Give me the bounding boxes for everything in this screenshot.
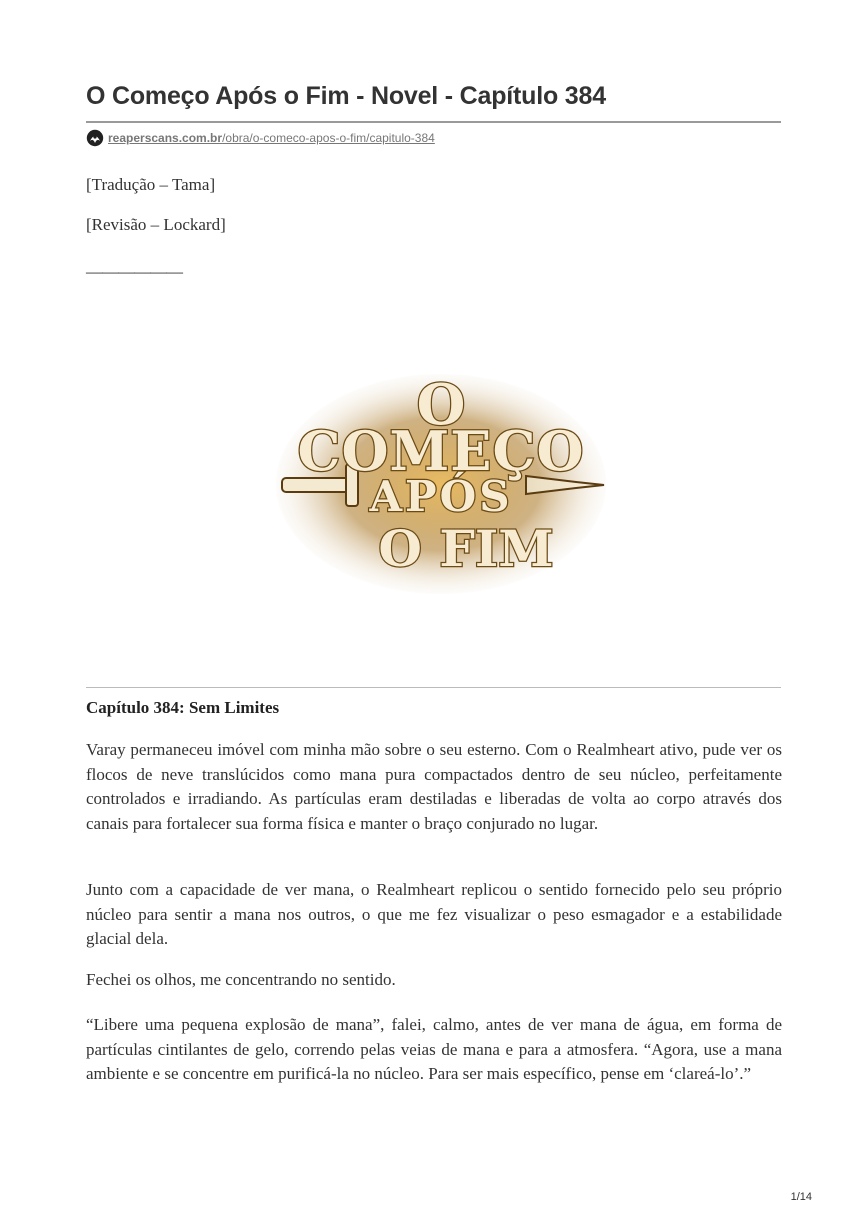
page-number: 1/14 (790, 1191, 812, 1203)
logo-line-3: APÓS (369, 472, 513, 521)
logo-line-4: O FIM (378, 519, 554, 578)
logo-line-2: COMEÇO (297, 419, 585, 483)
section-divider (86, 687, 781, 688)
paragraph-1: Varay permaneceu imóvel com minha mão sobre o seu esterno. Com o Realmheart ativo, pude ver os flocos de neve translúcidos como mana pura compactados dentro de seu núcleo, perfeitamente controlados e irradiando. As partículas eram destiladas e liberadas de volta ao corpo através dos canais para fortalecer sua forma física e manter o braço conjurado no lugar. (86, 740, 782, 833)
title-divider (86, 121, 781, 123)
paragraph-4: “Libere uma pequena explosão de mana”, falei, calmo, antes de ver mana de água, em forma de partículas cintilantes de gelo, correndo pelas veias de mana e para a atmosfera. “Agora, use a mana ambiente e se concentre em purificá-la no núcleo. Para ser mais específico, pense em ‘clareá-lo’.” (86, 1015, 782, 1083)
revision-credit: [Revisão – Lockard] (86, 215, 226, 234)
page-title: O Começo Após o Fim - Novel - Capítulo 384 (86, 82, 606, 110)
source-url-row (86, 129, 435, 147)
translation-credit: [Tradução – Tama] (86, 175, 216, 194)
paragraph-3: Fechei os olhos, me concentrando no sentido. (86, 970, 396, 989)
reaperscans-favicon-icon (86, 129, 104, 147)
chapter-heading: Capítulo 384: Sem Limites (86, 698, 280, 717)
o-comeco-apos-o-fim-logo-icon (276, 366, 606, 596)
paragraph-2: Junto com a capacidade de ver mana, o Realmheart replicou o sentido fornecido pelo seu próprio núcleo para sentir a mana nos outros, o que me fez visualizar o peso esmagador e a estabilidade glacial dela. (86, 880, 782, 948)
logo-line-1: O (416, 372, 466, 438)
source-link[interactable]: reaperscans.com.br/obra/o-comeco-apos-o-fim/capitulo-384 (108, 131, 435, 145)
text-separator: —————— (86, 262, 182, 281)
